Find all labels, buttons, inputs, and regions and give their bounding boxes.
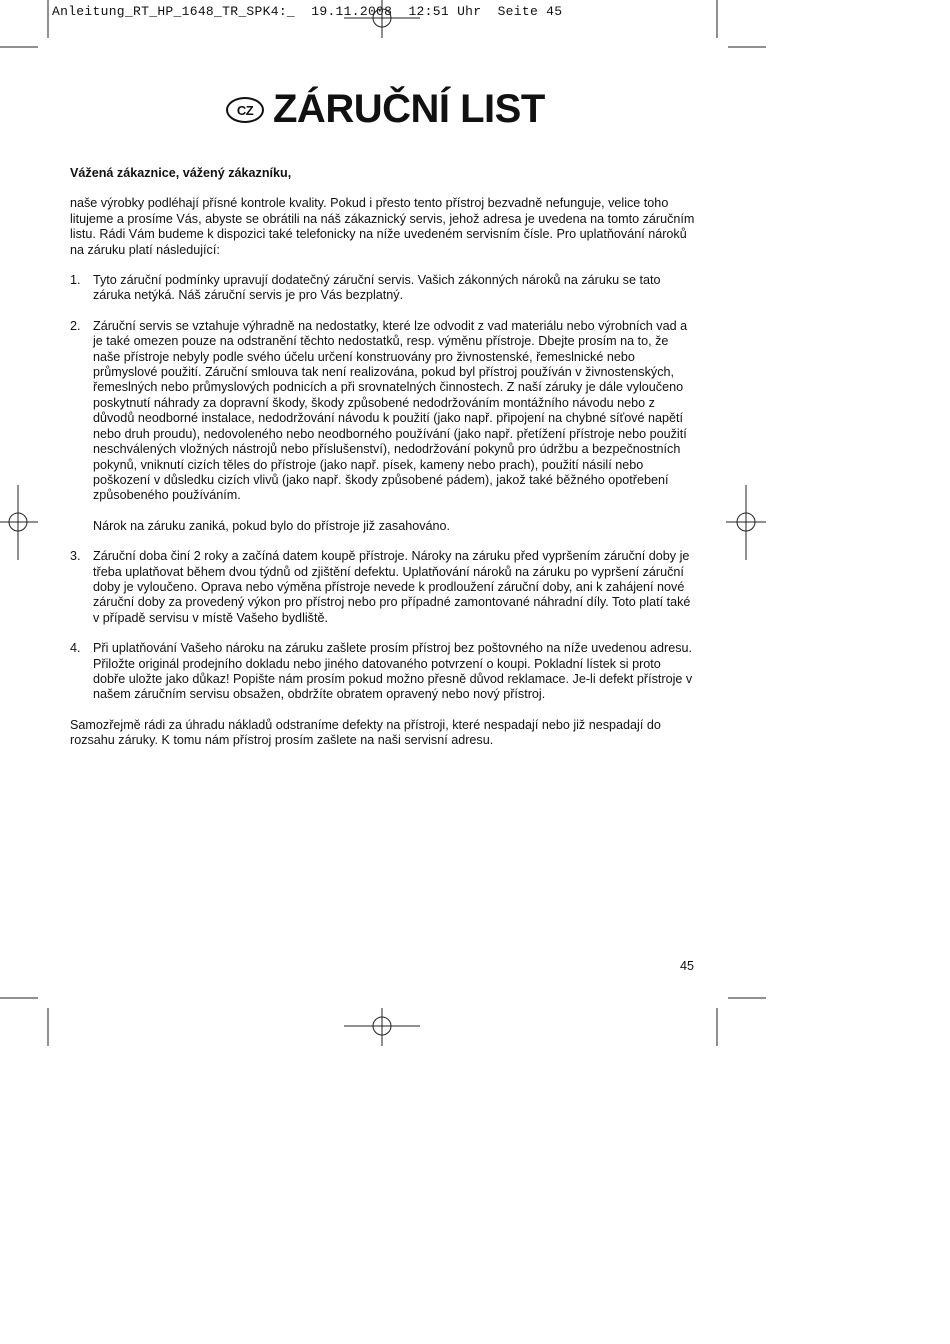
list-item <box>70 273 696 304</box>
list-item-number: 4. <box>70 641 81 656</box>
registration-mark-bottom <box>344 1008 420 1046</box>
closing-paragraph: Samozřejmě rádi za úhradu nákladů odstraníme defekty na přístroji, které nespadají nebo již nespadají do rozsahu záruky. K tomu nám přístroj prosím zašlete na naši servisní adresu. <box>70 717 661 748</box>
page-title: ZÁRUČNÍ LIST <box>273 87 545 131</box>
warranty-text <box>70 166 696 764</box>
registration-mark-right <box>726 485 766 560</box>
list-item <box>70 319 696 534</box>
list-item-text: Tyto záruční podmínky upravují dodatečný záruční servis. Vašich zákonných nároků na záruku se tato záruka netýká. Náš záruční servis je pro Vás bezplatný. <box>93 273 661 303</box>
list-item <box>70 549 696 626</box>
list-item-number: 2. <box>70 318 81 333</box>
list-item-text: Záruční doba činí 2 roky a začíná datem koupě přístroje. Nároky na záruku před vypršením záruční doby je třeba uplatňovat během dvou týdnů od zjištění defektu. Uplatňování nároků na záruku po vypršení záruční doby je vyloučeno. Oprava nebo výměna přístroje nevede k prodloužení záruční doby, ani k zahájení nové záruční doby za provedený výkon pro přístroj nebo pro případné zamontované náhradní díly. Toto platí také v případě servisu v místě Vašeho bydliště. <box>93 549 691 625</box>
print-slug: Anleitung_RT_HP_1648_TR_SPK4:_ 19.11.2008 12:51 Uhr Seite 45 <box>52 4 563 19</box>
list-item-number: 1. <box>70 273 81 288</box>
title-block <box>226 84 545 134</box>
list-item <box>70 641 696 703</box>
intro-paragraph: naše výrobky podléhají přísné kontrole kvality. Pokud i přesto tento přístroj bezvadně nefunguje, velice toho litujeme a prosíme Vás, abyste se obrátili na náš zákaznický servis, jehož adresa je uvedena na tomto záručním listu. Rádi Vám budeme k dispozici také telefonicky na níže uvedeném servisním čísle. Pro uplatňování nároků na záruku platí následující: <box>70 196 695 257</box>
list-item-note: Nárok na záruku zaniká, pokud bylo do přístroje již zasahováno. <box>93 518 451 533</box>
greeting: Vážená zákaznice, vážený zákazníku, <box>70 166 292 180</box>
page-number: 45 <box>680 959 695 973</box>
country-badge: CZ <box>226 97 264 123</box>
list-item-number: 3. <box>70 549 81 564</box>
list-item-text: Záruční servis se vztahuje výhradně na nedostatky, které lze odvodit z vad materiálu nebo výrobních vad a je také omezen pouze na odstranění těchto nedostatků, resp. výměnu přístroje. Dbejte prosím na to, že naše přístroje nebyly podle svého účelu určení konstruovány pro živnostenské, řemeslnické nebo průmyslové použití. Záruční smlouva tak není realizována, pokud byl přístroj používán v živnostenských, řemeslných nebo průmyslových podnicích a při srovnatelných činnostech. Z naší záruky je dále vyloučeno poskytnutí náhrady za dopravní škody, škody způsobené nedodržováním montážního návodu nebo z důvodů neodborné instalace, nedodržování návodu k použití (jako např. připojení na chybné síťové napětí nebo druh proudu), nedovoleného nebo neodborného používání (jako např. přetížení přístroje nebo použití neschválených vložných nástrojů nebo příslušenství), nedodržování pokynů pro údržbu a bezpečnostních pokynů, vniknutí cizích těles do přístroje (jako např. písek, kameny nebo prach), použití násilí nebo poškození v důsledku cizích vlivů (jako např. škody způsobené pádem), jakož také běžného opotřebení způsobeného používáním. <box>93 318 688 503</box>
list-item-text: Při uplatňování Vašeho nároku na záruku zašlete prosím přístroj bez poštovného na níže uvedenou adresu. Přiložte originál prodejního dokladu nebo jiného datovaného potvrzení o koupi. Pokladní lístek si proto dobře uložte jako důkaz! Popište nám prosím pokud možno přesně důvod reklamace. Je-li defekt přístroje v našem záručním servisu obsažen, obdržíte obratem opravený nebo nový přístroj. <box>93 641 693 702</box>
registration-mark-left <box>0 485 38 560</box>
